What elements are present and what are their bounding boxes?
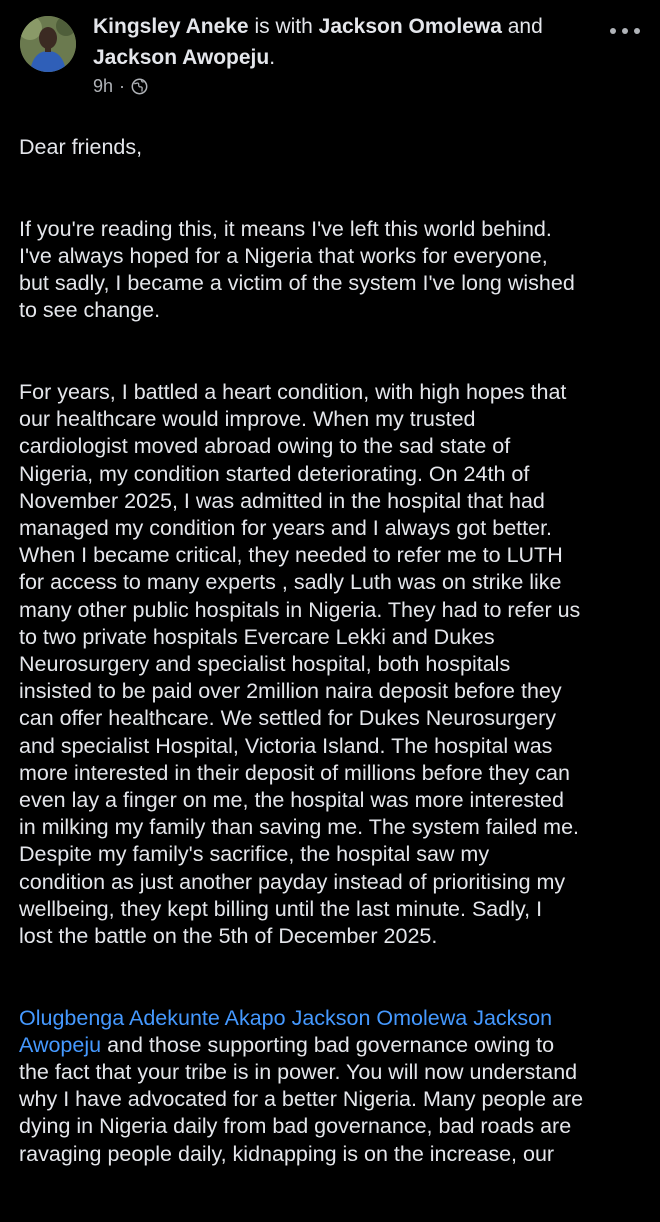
author-name[interactable]: Kingsley Aneke bbox=[93, 15, 249, 38]
more-dot bbox=[622, 28, 628, 34]
globe-icon[interactable] bbox=[131, 78, 148, 95]
author-avatar[interactable] bbox=[20, 16, 76, 72]
meta-separator: · bbox=[119, 75, 126, 96]
mention-jackson-omolewa[interactable]: Jackson Omolewa bbox=[291, 1005, 468, 1030]
tagged-person-2[interactable]: Jackson Awopeju bbox=[93, 46, 270, 69]
author-line-period: . bbox=[269, 46, 276, 69]
post-author-line bbox=[93, 11, 603, 73]
tagged-person-1[interactable]: Jackson Omolewa bbox=[318, 15, 502, 38]
and-connector: and bbox=[501, 15, 543, 38]
post-time[interactable]: 9h bbox=[93, 75, 114, 96]
post-paragraph-1: If you're reading this, it means I've left this world behind. I've always hoped for a Nigeria that works for everyone, but sadly, I became a victim of the system I've long wished to see change. bbox=[19, 216, 575, 323]
post-greeting: Dear friends, bbox=[19, 135, 143, 160]
mention-jackson-awopeju[interactable]: Jackson Awopeju bbox=[19, 1005, 553, 1057]
more-dot bbox=[634, 28, 640, 34]
more-options-icon[interactable] bbox=[610, 22, 640, 40]
mention-olugbenga-adekunte-akapo[interactable]: Olugbenga Adekunte Akapo bbox=[19, 1005, 286, 1030]
post-paragraph-2: For years, I battled a heart condition, with high hopes that our healthcare would improve. When my trusted cardiologist moved abroad owing to the sad state of Nigeria, my condition started deteriorating. On 24th of November 2025, I was admitted in the hospital that had managed my condition for years and I always got better. When I became critical, they needed to refer me to LUTH for access to many experts , sadly Luth was on strike like many other public hospitals in Nigeria. They had to refer us to two private hospitals Evercare Lekki and Dukes Neurosurgery and specialist hospital, both hospitals insisted to be paid over 2million naira deposit before they can offer healthcare. We settled for Dukes Neurosurgery and specialist Hospital, Victoria Island. The hospital was more interested in their deposit of millions before they can even lay a finger on me, the hospital was more interested in milking my family than saving me. The system failed me. Despite my family's sacrifice, the hospital saw my condition as just another payday instead of prioritising my wellbeing, they kept billing until the last minute. Sadly, I lost the battle on the 5th of December 2025. bbox=[19, 380, 581, 949]
post-body bbox=[19, 107, 649, 1222]
with-connector: is with bbox=[248, 15, 319, 38]
post-paragraph-3-text: and those supporting bad governance owing to the fact that your tribe is in power. You will now understand why I have advocated for a better Nigeria. Many people are dying in Nigeria daily from bad governance, bad roads are ravaging people daily, kidnapping is on the increase, our bbox=[19, 1032, 584, 1166]
post-meta bbox=[93, 75, 148, 97]
post-header bbox=[0, 0, 660, 100]
avatar-image bbox=[20, 16, 76, 72]
post-paragraph-3 bbox=[19, 1005, 649, 1168]
more-dot bbox=[610, 28, 616, 34]
